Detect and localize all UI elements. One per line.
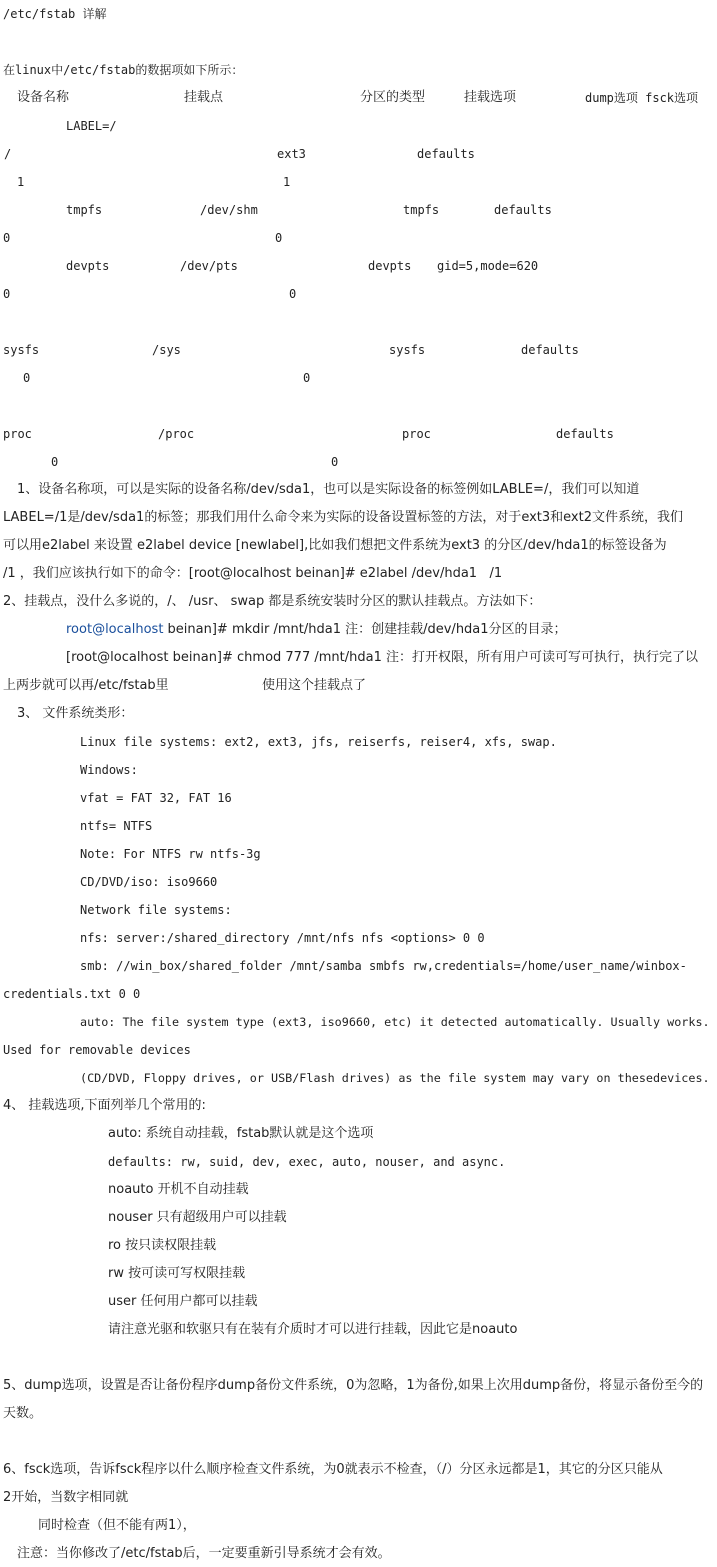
sec3-auto3: (CD/DVD, Floppy drives, or USB/Flash drives) as the file system may vary on thesedevices. xyxy=(80,1071,710,1085)
row2-options: defaults xyxy=(494,203,552,217)
row4-fsck: 0 xyxy=(303,371,311,385)
sec3-item: Note: For NTFS rw ntfs-3g xyxy=(80,847,261,861)
sec5-line2: 天数。 xyxy=(3,1406,43,1421)
header-device: 设备名称 xyxy=(17,90,70,105)
sec3-item: vfat = FAT 32, FAT 16 xyxy=(80,791,232,805)
row4-dump: 0 xyxy=(23,371,31,385)
row2-type: tmpfs xyxy=(403,203,440,217)
sec3-item: ntfs= NTFS xyxy=(80,819,153,833)
sec4-item: nouser 只有超级用户可以挂载 xyxy=(108,1210,287,1225)
intro-text: 在linux中/etc/fstab的数据项如下所示： xyxy=(3,63,244,77)
sec3-item: nfs: server:/shared_directory /mnt/nfs nfs <options> 0 0 xyxy=(80,931,485,945)
sec1-line2: LABEL=/1是/dev/sda1的标签；那我们用什么命令来为实际的设备设置标签的方法，对于ext3和ext2文件系统，我们 xyxy=(3,510,683,525)
row2-dump: 0 xyxy=(3,231,11,245)
sec6-line2: 2开始，当数字相同就 xyxy=(3,1490,129,1505)
header-options: 挂载选项 xyxy=(464,90,517,105)
row4-options: defaults xyxy=(521,343,579,357)
row5-type: proc xyxy=(402,427,431,441)
row2-mount: /dev/shm xyxy=(200,203,258,217)
row4-device: sysfs xyxy=(3,343,40,357)
sec4-item: ro 按只读权限挂载 xyxy=(108,1238,217,1253)
sec3-heading: 3、 文件系统类形： xyxy=(17,706,134,721)
sec3-item: Windows: xyxy=(80,763,138,777)
row3-mount: /dev/pts xyxy=(180,259,238,273)
header-type: 分区的类型 xyxy=(360,90,426,105)
sec3-item: Network file systems: xyxy=(80,903,232,917)
row5-fsck: 0 xyxy=(331,455,339,469)
sec3-item: Linux file systems: ext2, ext3, jfs, reiserfs, reiser4, xfs, swap. xyxy=(80,735,557,749)
prompt-user-link[interactable]: root@localhost xyxy=(66,622,164,637)
sec5-line1: 5、dump选项，设置是否让备份程序dump备份文件系统，0为忽略，1为备份,如果上次用dump备份，将显示备份至今的 xyxy=(3,1378,704,1393)
row5-dump: 0 xyxy=(51,455,59,469)
sec3-auto1: auto: The file system type (ext3, iso9660, etc) it detected automatically. Usually works. xyxy=(80,1015,710,1029)
page-title: /etc/fstab 详解 xyxy=(3,7,107,21)
sec4-item: rw 按可读可写权限挂载 xyxy=(108,1266,246,1281)
row1-dump: 1 xyxy=(17,175,25,189)
sec4-heading: 4、 挂载选项,下面列举几个常用的: xyxy=(3,1098,206,1113)
sec4-item: auto: 系统自动挂载，fstab默认就是这个选项 xyxy=(108,1126,374,1141)
sec4-item: user 任何用户都可以挂载 xyxy=(108,1294,258,1309)
row2-fsck: 0 xyxy=(275,231,283,245)
sec3-item: CD/DVD/iso: iso9660 xyxy=(80,875,218,889)
row3-device: devpts xyxy=(66,259,110,273)
row3-options: gid=5,mode=620 xyxy=(437,259,539,273)
sec4-item: 请注意光驱和软驱只有在装有介质时才可以进行挂载，因此它是noauto xyxy=(108,1322,518,1337)
sec2-cmd2: [root@localhost beinan]# chmod 777 /mnt/hda1 注：打开权限，所有用户可读可写可执行，执行完了以 xyxy=(66,650,698,665)
sec3-smb-cont: credentials.txt 0 0 xyxy=(3,987,141,1001)
sec2-cmd1 xyxy=(66,621,567,639)
sec1-line3: 可以用e2label 来设置 e2label device [newlabel],比如我们想把文件系统为ext3 的分区/dev/hda1的标签设备为 xyxy=(3,538,667,553)
sec3-item: smb: //win_box/shared_folder /mnt/samba smbfs rw,credentials=/home/user_name/winbox- xyxy=(80,959,687,973)
row1-fsck: 1 xyxy=(283,175,291,189)
sec6-note: 注意：当你修改了/etc/fstab后，一定要重新引导系统才会有效。 xyxy=(17,1546,391,1561)
sec4-item: noauto 开机不自动挂载 xyxy=(108,1182,249,1197)
row1-options: defaults xyxy=(417,147,475,161)
sec1-line1: 1、设备名称项，可以是实际的设备名称/dev/sda1，也可以是实际设备的标签例如LABLE=/，我们可以知道 xyxy=(17,482,640,497)
row5-device: proc xyxy=(3,427,32,441)
row1-device-cont: / xyxy=(4,147,12,161)
row3-type: devpts xyxy=(368,259,412,273)
row1-type: ext3 xyxy=(277,147,306,161)
row3-fsck: 0 xyxy=(289,287,297,301)
row5-mount: /proc xyxy=(158,427,195,441)
sec2-line1: 2、挂载点，没什么多说的，/、 /usr、 swap 都是系统安装时分区的默认挂载点。方法如下： xyxy=(3,594,542,609)
header-mount: 挂载点 xyxy=(184,90,224,105)
sec2-cmd2-cont-b: 使用这个挂载点了 xyxy=(262,678,367,693)
row1-device: LABEL=/ xyxy=(66,119,117,133)
sec6-line3: 同时检查（但不能有两1）， xyxy=(38,1518,196,1533)
row3-dump: 0 xyxy=(3,287,11,301)
sec6-line1: 6、fsck选项，告诉fsck程序以什么顺序检查文件系统，为0就表示不检查，（/）分区永远都是1，其它的分区只能从 xyxy=(3,1462,663,1477)
sec4-item: defaults: rw, suid, dev, exec, auto, nouser, and async. xyxy=(108,1155,506,1169)
sec1-line4: /1 ，我们应该执行如下的命令：[root@localhost beinan]# e2label /dev/hda1 /1 xyxy=(3,566,503,581)
row2-device: tmpfs xyxy=(66,203,103,217)
row5-options: defaults xyxy=(556,427,614,441)
row4-mount: /sys xyxy=(152,343,181,357)
sec2-cmd1-rest: beinan]# mkdir /mnt/hda1 注：创建挂载/dev/hda1分区的目录； xyxy=(163,622,567,637)
sec3-auto2: Used for removable devices xyxy=(3,1043,191,1057)
sec2-cmd2-cont-a: 上两步就可以再/etc/fstab里 xyxy=(3,678,169,693)
row4-type: sysfs xyxy=(389,343,426,357)
header-dump-fsck: dump选项 fsck选项 xyxy=(585,91,699,105)
